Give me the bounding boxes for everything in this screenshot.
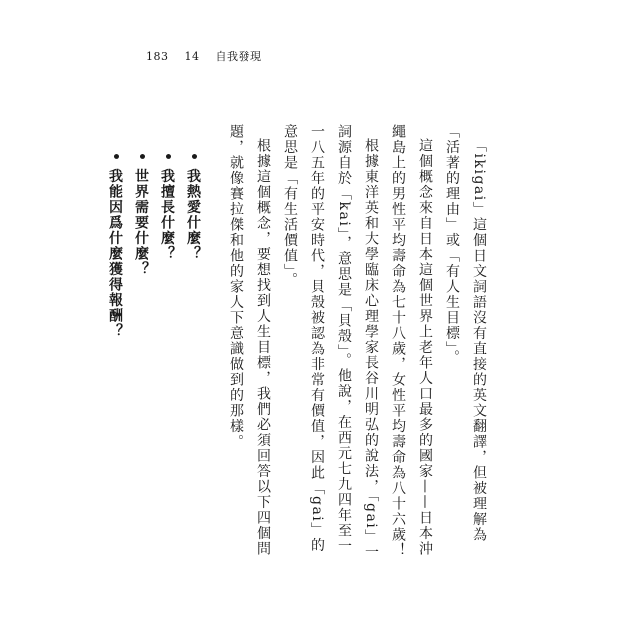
running-header bbox=[146, 48, 274, 64]
page-number: 183 bbox=[146, 50, 169, 63]
paragraph-gai-etymology: 根據東洋英和大學臨床心理學家長谷川明弘的說法，「gai」一詞源自於「kai」，意思是「貝殼」。他說，在西元七九四年至一一八五年的平安時代，貝殼被認為非常有價值，因此「gai」的意思是「有生活價值」。 bbox=[282, 124, 379, 561]
list-item-good-at: • 我擅長什麼？ bbox=[154, 152, 180, 532]
question-list bbox=[102, 152, 206, 532]
paragraph-ikigai-definition: 「ikigai」這個日文詞語沒有直接的英文翻譯，但被理解為「活著的理由」或「有人生目標」。 bbox=[444, 124, 487, 543]
body-text bbox=[222, 124, 492, 564]
list-item-paid-for: • 我能因爲什麼獲得報酬？ bbox=[102, 152, 128, 532]
chapter-title: 自我發現 bbox=[215, 50, 262, 63]
paragraph-okinawa-longevity: 這個概念來自日本這個世界上老年人口最多的國家——日本沖繩島上的男性平均壽命為七十八歲，女性平均壽命為八十六歲！ bbox=[390, 124, 433, 558]
list-item-world-needs: • 世界需要什麼？ bbox=[128, 152, 154, 532]
chapter-number: 14 bbox=[184, 50, 200, 63]
list-item-love: • 我熱愛什麼？ bbox=[180, 152, 206, 532]
paragraph-four-questions-intro: 根據這個概念，要想找到人生目標，我們必須回答以下四個問題，就像賽拉傑和他的家人下意識做到的那樣。 bbox=[228, 124, 271, 557]
